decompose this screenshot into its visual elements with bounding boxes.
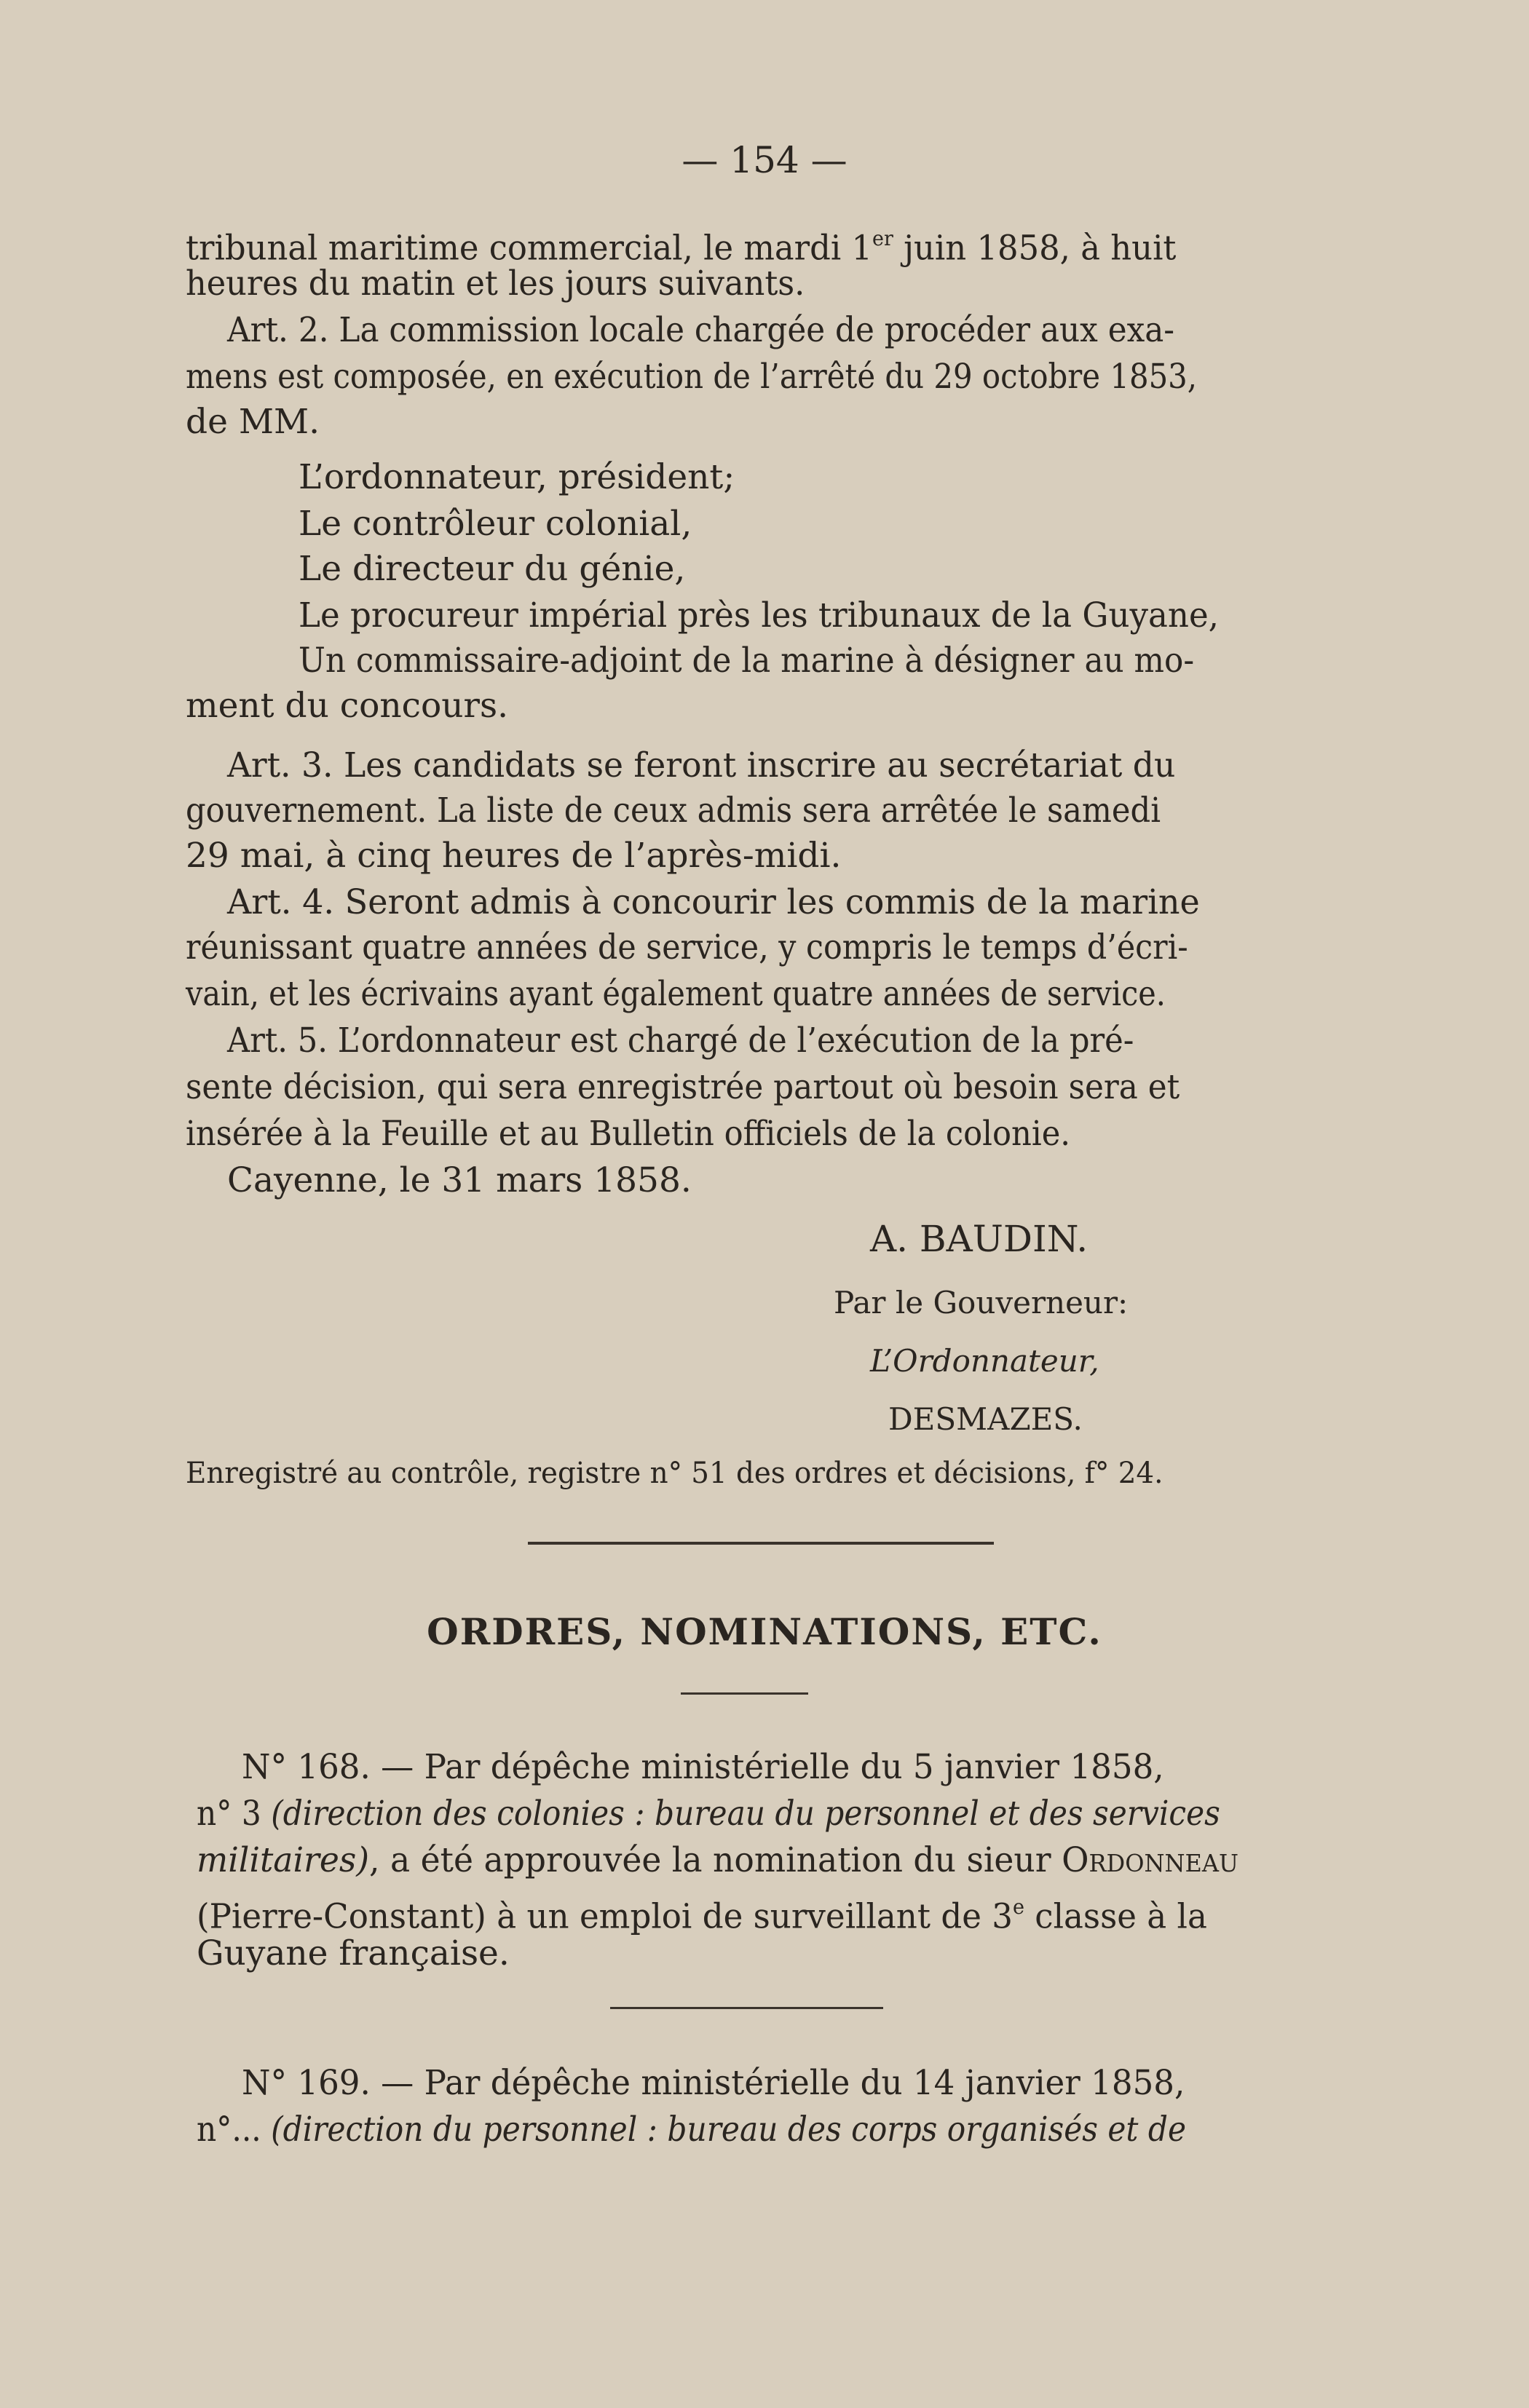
n168-line-5: Guyane française. xyxy=(197,1933,510,1973)
signature-role: L’Ordonnateur, xyxy=(870,1343,1099,1379)
decision-line-4: mens est composée, en exécution de l’arrêté du 29 octobre 1853, xyxy=(186,357,1198,397)
decision-line-19: sente décision, qui sera enregistrée partout où besoin sera et xyxy=(186,1067,1180,1107)
decision-line-9: Le procureur impérial près les tribunaux de la Guyane, xyxy=(299,595,1220,635)
decision-line-2: heures du matin et les jours suivants. xyxy=(186,264,805,304)
decision-line-17: vain, et les écrivains ayant également quatre années de service. xyxy=(186,974,1166,1014)
decision-line-15: Art. 4. Seront admis à concourir les commis de la marine xyxy=(227,882,1200,922)
signature-name: A. BAUDIN. xyxy=(870,1218,1089,1260)
decision-line-16: réunissant quatre années de service, y compris le temps d’écri- xyxy=(186,927,1188,967)
n168-line-1: N° 168. — Par dépêche ministérielle du 5 janvier 1858, xyxy=(242,1747,1164,1787)
n168-line-2: n° 3 (direction des colonies : bureau du personnel et des services xyxy=(197,1794,1220,1834)
decision-line-12: Art. 3. Les candidats se feront inscrire au secrétariat du xyxy=(227,745,1176,785)
n168-line-4: (Pierre-Constant) à un emploi de surveillant de 3e classe à la xyxy=(197,1895,1207,1937)
n169-line-2: n°... (direction du personnel : bureau des corps organisés et de xyxy=(197,2110,1186,2150)
decision-line-10: Un commissaire-adjoint de la marine à désigner au mo- xyxy=(299,641,1195,681)
n168-line-3: militaires), a été approuvée la nomination du sieur Ordonneau xyxy=(197,1840,1238,1880)
decision-line-11: ment du concours. xyxy=(186,686,509,726)
decision-line-5: de MM. xyxy=(186,402,320,442)
decision-line-3: Art. 2. La commission locale chargée de procéder aux exa- xyxy=(227,310,1175,350)
heading-underline xyxy=(681,1692,808,1695)
decision-line-18: Art. 5. L’ordonnateur est chargé de l’exécution de la pré- xyxy=(227,1021,1134,1061)
decision-line-13: gouvernement. La liste de ceux admis sera arrêtée le samedi xyxy=(186,791,1161,831)
decision-line-8: Le directeur du génie, xyxy=(299,549,686,589)
entry-divider xyxy=(610,2007,883,2009)
decision-line-21: Cayenne, le 31 mars 1858. xyxy=(227,1160,692,1200)
signature-signer: DESMAZES. xyxy=(888,1401,1083,1437)
section-divider xyxy=(528,1542,994,1545)
n169-line-1: N° 169. — Par dépêche ministérielle du 14 janvier 1858, xyxy=(242,2063,1185,2103)
signature-by: Par le Gouverneur: xyxy=(834,1285,1129,1320)
decision-line-6: L’ordonnateur, président; xyxy=(299,457,735,497)
decision-line-20: insérée à la Feuille et au Bulletin officiels de la colonie. xyxy=(186,1114,1071,1154)
registration-note: Enregistré au contrôle, registre n° 51 des ordres et décisions, f° 24. xyxy=(186,1457,1163,1490)
decision-line-7: Le contrôleur colonial, xyxy=(299,504,692,544)
page-number: — 154 — xyxy=(681,139,848,181)
decision-line-14: 29 mai, à cinq heures de l’après-midi. xyxy=(186,836,842,876)
section-title: ORDRES, NOMINATIONS, ETC. xyxy=(427,1610,1102,1653)
decision-line-1: tribunal maritime commercial, le mardi 1er juin 1858, à huit xyxy=(186,226,1177,269)
